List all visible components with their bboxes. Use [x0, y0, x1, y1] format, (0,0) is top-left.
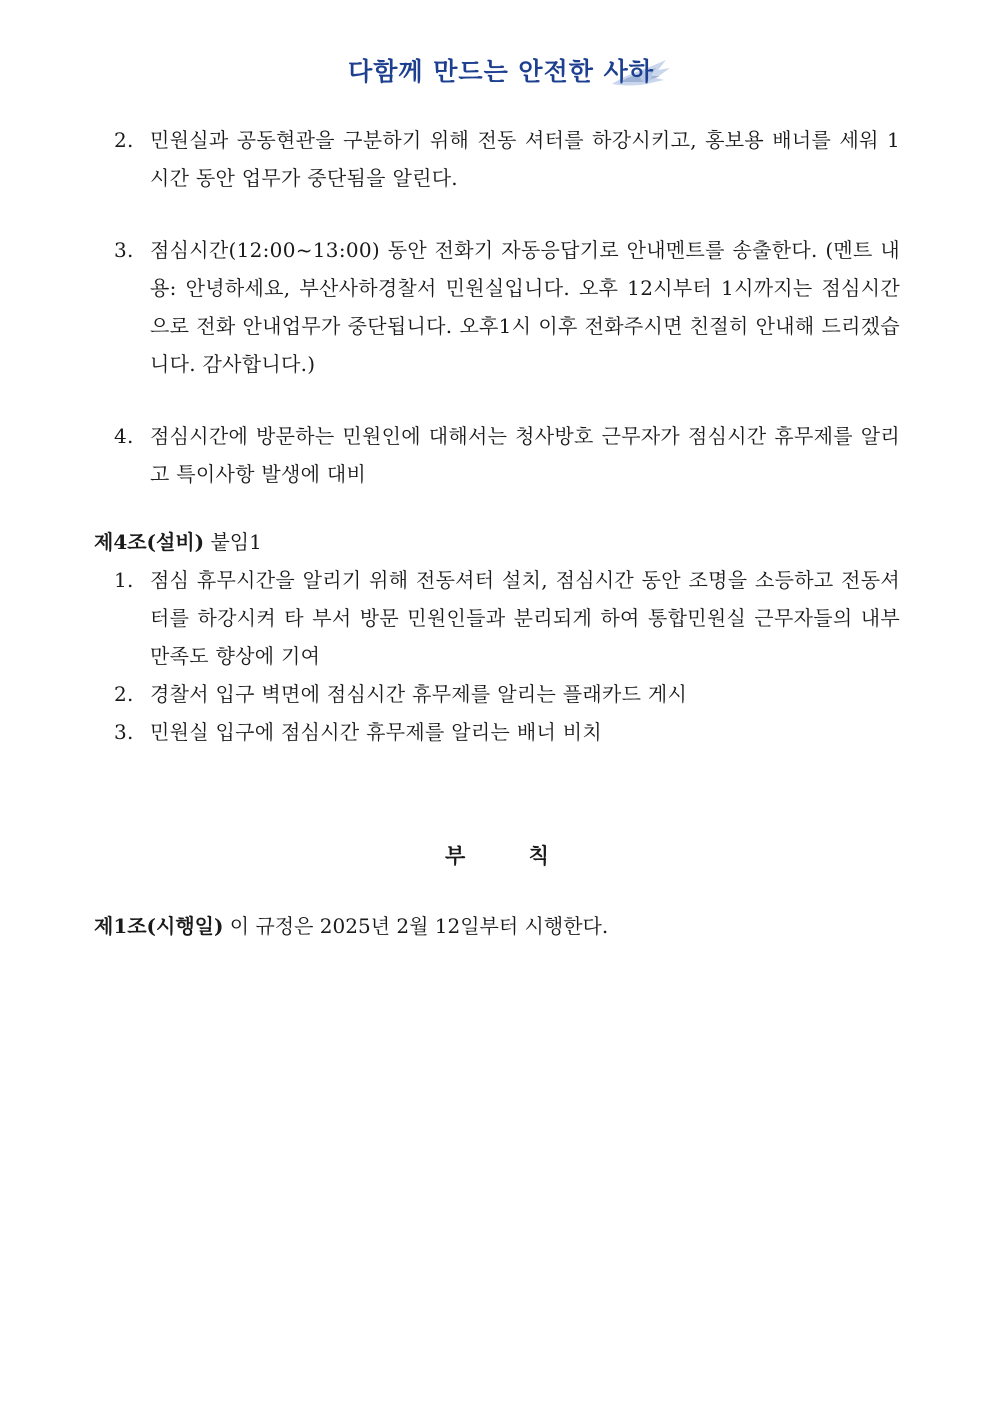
item-number: 4.	[114, 424, 134, 448]
appendix-article-1	[94, 907, 900, 945]
list-item	[94, 417, 900, 493]
header-slogan: 다함께 만드는 안전한 사하	[348, 57, 654, 86]
item-number: 3.	[114, 720, 134, 744]
list-item	[94, 675, 900, 713]
item-text: 민원실과 공동현관을 구분하기 위해 전동 셔터를 하강시키고, 홍보용 배너를 세워 1시간 동안 업무가 중단됨을 알린다.	[150, 128, 900, 190]
list-item	[94, 713, 900, 751]
article-text: 이 규정은 2025년 2월 12일부터 시행한다.	[223, 914, 609, 938]
article-text: 붙임1	[204, 530, 262, 554]
item-number: 2.	[114, 682, 134, 706]
item-number: 3.	[114, 238, 134, 262]
article-title: 제1조(시행일)	[94, 914, 224, 938]
item-text: 점심시간에 방문하는 민원인에 대해서는 청사방호 근무자가 점심시간 휴무제를 알리고 특이사항 발생에 대비	[150, 424, 900, 486]
page-header	[0, 52, 992, 102]
article-title: 제4조(설비)	[94, 530, 205, 554]
list-item	[94, 561, 900, 675]
list-item	[94, 121, 900, 197]
item-number: 1.	[114, 568, 134, 592]
item-text: 경찰서 입구 벽면에 점심시간 휴무제를 알리는 플래카드 게시	[150, 682, 688, 706]
item-text: 점심 휴무시간을 알리기 위해 전동셔터 설치, 점심시간 동안 조명을 소등하고 전동셔터를 하강시켜 타 부서 방문 민원인들과 분리되게 하여 통합민원실 근무자들의 내부만족도 향상에 기여	[150, 568, 900, 668]
item-text: 점심시간(12:00~13:00) 동안 전화기 자동응답기로 안내멘트를 송출한다. (멘트 내용: 안녕하세요, 부산사하경찰서 민원실입니다. 오후 12시부터 1시까지는 점심시간으로 전화 안내업무가 중단됩니다. 오후1시 이후 전화주시면 친절히 안내해 드리겠습니다. 감사합니다.)	[150, 238, 900, 376]
document-body	[94, 121, 900, 945]
article-4-heading	[94, 523, 900, 561]
list-item	[94, 231, 900, 383]
item-text: 민원실 입구에 점심시간 휴무제를 알리는 배너 비치	[150, 720, 602, 744]
item-number: 2.	[114, 128, 134, 152]
appendix-title: 부 칙	[445, 843, 577, 868]
